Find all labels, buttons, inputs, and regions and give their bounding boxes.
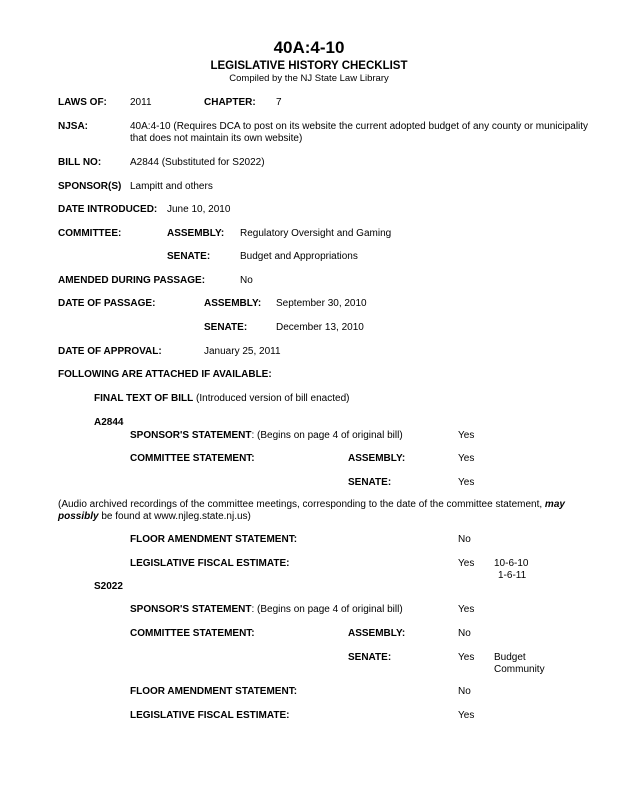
s2022-floor-amendment-label: FLOOR AMENDMENT STATEMENT: — [130, 686, 298, 697]
document-title: LEGISLATIVE HISTORY CHECKLIST — [210, 60, 408, 72]
s2022-senate-note-1: Budget — [494, 652, 526, 663]
sponsor-value: Lampitt and others — [130, 181, 213, 192]
bill-no-label: BILL NO: — [58, 157, 102, 168]
a2844-sponsor-statement-value: Yes — [458, 430, 475, 441]
s2022-fiscal-estimate-label: LEGISLATIVE FISCAL ESTIMATE: — [130, 710, 290, 721]
audio-note — [58, 499, 606, 523]
a2844-sponsor-statement-label: SPONSOR'S STATEMENT — [130, 430, 252, 441]
approval-label: DATE OF APPROVAL: — [58, 346, 162, 357]
committee-assembly-label: ASSEMBLY: — [167, 228, 225, 239]
a2844-fiscal-date-2: 1-6-11 — [498, 570, 527, 581]
date-introduced-label: DATE INTRODUCED: — [58, 204, 158, 215]
committee-assembly-value: Regulatory Oversight and Gaming — [240, 228, 392, 239]
s2022-senate-value: Yes — [458, 652, 475, 663]
s2022-sponsor-statement — [130, 604, 403, 616]
approval-value: January 25, 2011 — [204, 346, 281, 357]
committee-senate-label: SENATE: — [167, 251, 211, 262]
laws-of-label: LAWS OF: — [58, 97, 107, 108]
s2022-sponsor-statement-note: : (Begins on page 4 of original bill) — [251, 604, 403, 615]
final-text-line — [94, 393, 349, 405]
s2022-assembly-label: ASSEMBLY: — [348, 628, 406, 639]
a2844-senate-value: Yes — [458, 477, 475, 488]
committee-senate-value: Budget and Appropriations — [240, 251, 358, 262]
njsa-label: NJSA: — [58, 121, 89, 132]
date-introduced-value: June 10, 2010 — [167, 204, 231, 215]
audio-note-text-before: (Audio archived recordings of the committee meetings, corresponding to the date of the committee statement, — [58, 499, 545, 510]
committee-label: COMMITTEE: — [58, 228, 122, 239]
compiled-by: Compiled by the NJ State Law Library — [229, 73, 389, 84]
statute-code: 40A:4-10 — [273, 38, 345, 57]
amended-label: AMENDED DURING PASSAGE: — [58, 275, 206, 286]
s2022-sponsor-statement-value: Yes — [458, 604, 475, 615]
a2844-fiscal-estimate-value: Yes — [458, 558, 475, 569]
audio-note-text-after: be found at www.njleg.state.nj.us) — [98, 511, 251, 522]
chapter-label: CHAPTER: — [204, 97, 256, 108]
chapter-value: 7 — [276, 97, 282, 108]
passage-assembly-label: ASSEMBLY: — [204, 298, 262, 309]
s2022-fiscal-estimate-value: Yes — [458, 710, 475, 721]
a2844-assembly-value: Yes — [458, 453, 475, 464]
a2844-fiscal-date-1: 10-6-10 — [494, 558, 529, 569]
passage-senate-value: December 13, 2010 — [276, 322, 364, 333]
sponsor-label: SPONSOR(S) — [58, 181, 122, 192]
a2844-sponsor-statement — [130, 430, 403, 442]
s2022-heading: S2022 — [94, 581, 123, 592]
a2844-assembly-label: ASSEMBLY: — [348, 453, 406, 464]
s2022-committee-statement-label: COMMITTEE STATEMENT: — [130, 628, 255, 639]
a2844-heading: A2844 — [94, 417, 124, 428]
a2844-senate-label: SENATE: — [348, 477, 392, 488]
a2844-floor-amendment-label: FLOOR AMENDMENT STATEMENT: — [130, 534, 298, 545]
final-text-note: (Introduced version of bill enacted) — [193, 393, 350, 404]
s2022-sponsor-statement-label: SPONSOR'S STATEMENT — [130, 604, 252, 615]
s2022-senate-label: SENATE: — [348, 652, 392, 663]
s2022-assembly-value: No — [458, 628, 471, 639]
passage-senate-label: SENATE: — [204, 322, 248, 333]
a2844-committee-statement-label: COMMITTEE STATEMENT: — [130, 453, 255, 464]
passage-assembly-value: September 30, 2010 — [276, 298, 367, 309]
njsa-value: 40A:4-10 (Requires DCA to post on its website the current adopted budget of any county or municipality that does not maintain its own website) — [130, 121, 589, 144]
audio-note-emphasis: may possibly — [58, 499, 565, 522]
passage-label: DATE OF PASSAGE: — [58, 298, 156, 309]
s2022-senate-note-2: Community — [494, 664, 545, 675]
amended-value: No — [240, 275, 253, 286]
a2844-fiscal-estimate-label: LEGISLATIVE FISCAL ESTIMATE: — [130, 558, 290, 569]
bill-no-value: A2844 (Substituted for S2022) — [130, 157, 265, 168]
laws-of-value: 2011 — [130, 97, 152, 108]
a2844-floor-amendment-value: No — [458, 534, 471, 545]
attached-heading: FOLLOWING ARE ATTACHED IF AVAILABLE: — [58, 369, 272, 380]
a2844-sponsor-statement-note: : (Begins on page 4 of original bill) — [251, 430, 403, 441]
s2022-floor-amendment-value: No — [458, 686, 471, 697]
final-text-label: FINAL TEXT OF BILL — [94, 393, 194, 404]
